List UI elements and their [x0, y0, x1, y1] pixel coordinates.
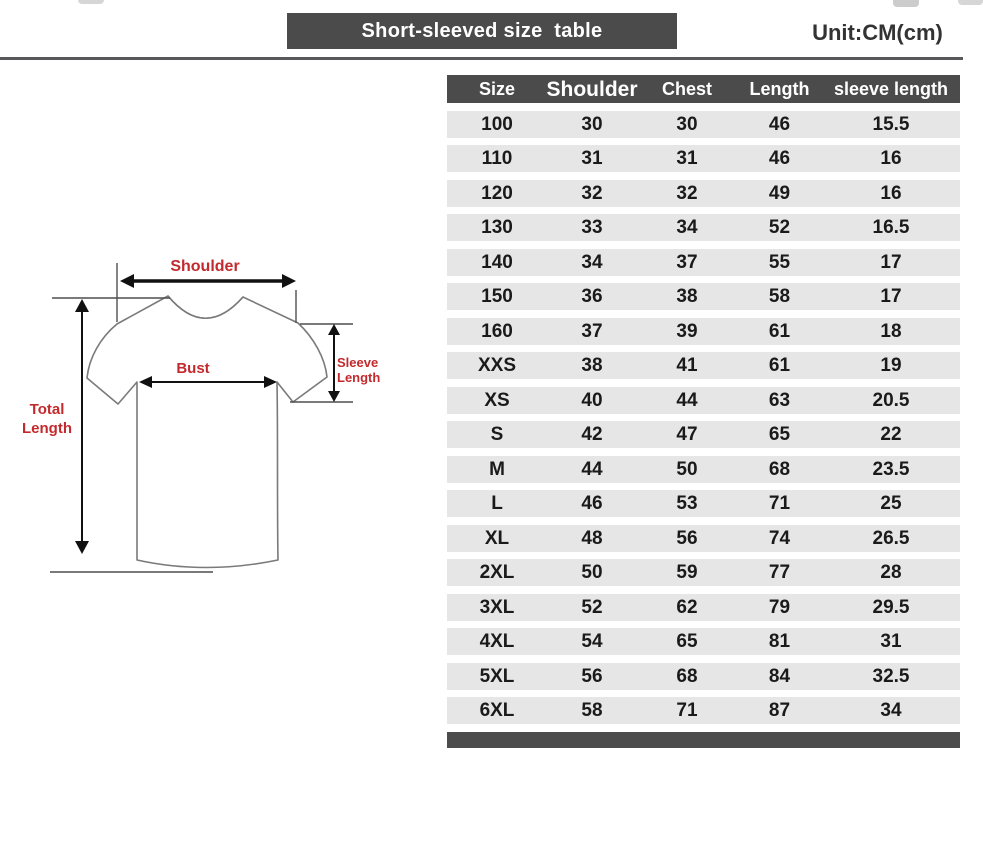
page-title: Short-sleeved size table — [361, 19, 603, 42]
size-cell: 2XL — [479, 562, 515, 583]
column-header-size: Size — [478, 79, 516, 99]
size-cell: 5XL — [479, 665, 515, 687]
cropped-artifact-middle-right — [893, 0, 919, 7]
value-cell: 71 — [768, 493, 791, 514]
value-cell: 23.5 — [872, 458, 910, 480]
table-row-size-xs — [447, 387, 960, 414]
value-cell: 53 — [676, 493, 698, 514]
value-cell: 17 — [880, 251, 902, 273]
size-table-body — [447, 111, 960, 725]
value-cell: 87 — [768, 700, 791, 721]
value-cell: 74 — [768, 527, 791, 549]
size-cell: 4XL — [479, 631, 515, 652]
column-header-shoulder: Shoulder — [546, 77, 638, 101]
value-cell: 68 — [768, 458, 791, 480]
shoulder-arrowhead-right — [282, 274, 296, 288]
value-cell: 56 — [676, 527, 698, 549]
value-cell: 37 — [581, 320, 603, 342]
value-cell: 31 — [880, 631, 902, 652]
value-cell: 59 — [676, 562, 698, 583]
value-cell: 37 — [676, 251, 698, 273]
table-row-size-160 — [447, 318, 960, 345]
column-header-chest: Chest — [661, 79, 712, 99]
table-row-size-120 — [447, 180, 960, 207]
tshirt-outline — [87, 296, 327, 568]
size-cell: 100 — [481, 113, 513, 135]
value-cell: 30 — [581, 113, 603, 135]
shoulder-arrowhead-left — [120, 274, 134, 288]
value-cell: 38 — [581, 355, 603, 376]
value-cell: 47 — [676, 424, 698, 445]
size-cell: 160 — [481, 320, 513, 342]
value-cell: 71 — [676, 700, 698, 721]
value-cell: 54 — [581, 631, 603, 652]
size-cell: XXS — [477, 355, 517, 376]
shoulder-label: Shoulder — [170, 258, 240, 275]
value-cell: 41 — [676, 355, 698, 376]
value-cell: 50 — [676, 458, 698, 480]
divider-rule — [0, 57, 963, 60]
value-cell: 63 — [768, 389, 791, 411]
sleeve-length-label-line2: Length — [337, 370, 381, 385]
value-cell: 48 — [581, 527, 603, 549]
bust-arrowhead-right — [264, 376, 277, 388]
value-cell: 16 — [880, 148, 902, 169]
size-cell: 130 — [481, 217, 513, 238]
value-cell: 46 — [581, 493, 603, 514]
value-cell: 68 — [676, 665, 698, 687]
value-cell: 42 — [581, 424, 603, 445]
value-cell: 34 — [581, 251, 603, 273]
value-cell: 15.5 — [872, 113, 910, 135]
value-cell: 44 — [581, 458, 603, 480]
table-row-size-l — [447, 490, 960, 517]
size-table — [447, 75, 960, 748]
value-cell: 46 — [768, 148, 791, 169]
value-cell: 61 — [768, 320, 791, 342]
value-cell: 55 — [768, 251, 791, 273]
title-banner — [287, 13, 677, 49]
table-row-size-130 — [447, 214, 960, 241]
value-cell: 38 — [676, 286, 698, 307]
tshirt-measurement-diagram — [15, 250, 405, 585]
value-cell: 50 — [581, 562, 603, 583]
value-cell: 44 — [676, 389, 698, 411]
value-cell: 19 — [880, 355, 902, 376]
table-row-size-6xl — [447, 697, 960, 724]
bust-arrowhead-left — [139, 376, 152, 388]
size-cell: 150 — [481, 286, 513, 307]
table-row-size-5xl — [447, 663, 960, 690]
value-cell: 25 — [880, 493, 902, 514]
value-cell: 56 — [581, 665, 603, 687]
table-row-size-140 — [447, 249, 960, 276]
value-cell: 34 — [676, 217, 698, 238]
size-cell: S — [490, 424, 504, 445]
value-cell: 49 — [768, 182, 791, 204]
value-cell: 22 — [880, 424, 902, 445]
value-cell: 32 — [676, 182, 698, 204]
value-cell: 29.5 — [872, 596, 910, 618]
value-cell: 32 — [581, 182, 603, 204]
value-cell: 26.5 — [872, 527, 910, 549]
value-cell: 79 — [768, 596, 791, 618]
value-cell: 65 — [676, 631, 698, 652]
value-cell: 31 — [581, 148, 603, 169]
table-row-size-4xl — [447, 628, 960, 655]
neck-curve — [168, 296, 243, 318]
cropped-artifact-right — [958, 0, 983, 5]
sleeve-length-label-line1: Sleeve — [337, 355, 379, 370]
size-cell: 110 — [481, 148, 513, 169]
table-row-size-100 — [447, 111, 960, 138]
value-cell: 18 — [880, 320, 902, 342]
value-cell: 33 — [581, 217, 603, 238]
size-table-header — [447, 75, 960, 103]
size-cell: M — [489, 458, 505, 480]
size-cell: 3XL — [479, 596, 515, 618]
table-row-size-m — [447, 456, 960, 483]
total-length-arrowhead-top — [75, 299, 89, 312]
size-table-footer-bar — [447, 732, 960, 748]
size-cell: L — [491, 493, 503, 514]
value-cell: 62 — [676, 596, 698, 618]
value-cell: 31 — [676, 148, 698, 169]
table-row-size-3xl — [447, 594, 960, 621]
value-cell: 52 — [581, 596, 603, 618]
column-header-sleeve-length: sleeve length — [833, 79, 949, 99]
value-cell: 16 — [880, 182, 902, 204]
value-cell: 30 — [676, 113, 698, 135]
table-row-size-xl — [447, 525, 960, 552]
total-length-arrowhead-bottom — [75, 541, 89, 554]
value-cell: 61 — [768, 355, 791, 376]
value-cell: 28 — [880, 562, 902, 583]
sleeve-arrowhead-top — [328, 324, 340, 335]
value-cell: 16.5 — [872, 217, 910, 238]
value-cell: 81 — [768, 631, 791, 652]
value-cell: 17 — [880, 286, 902, 307]
value-cell: 32.5 — [872, 665, 910, 687]
value-cell: 58 — [581, 700, 603, 721]
value-cell: 20.5 — [872, 389, 910, 411]
size-cell: 120 — [481, 182, 513, 204]
bust-label: Bust — [176, 360, 210, 377]
sleeve-arrowhead-bottom — [328, 391, 340, 402]
total-length-label-line2: Length — [22, 420, 72, 437]
value-cell: 58 — [768, 286, 791, 307]
table-row-size-2xl — [447, 559, 960, 586]
value-cell: 36 — [581, 286, 603, 307]
table-row-size-s — [447, 421, 960, 448]
unit-label: Unit:CM(cm) — [812, 20, 943, 45]
value-cell: 77 — [768, 562, 791, 583]
value-cell: 65 — [768, 424, 791, 445]
total-length-label-line1: Total — [29, 401, 65, 418]
table-row-size-150 — [447, 283, 960, 310]
value-cell: 46 — [768, 113, 791, 135]
table-row-size-xxs — [447, 352, 960, 379]
cropped-artifact-left — [78, 0, 104, 4]
size-cell: 6XL — [479, 700, 515, 721]
value-cell: 39 — [676, 320, 698, 342]
value-cell: 40 — [581, 389, 603, 411]
size-cell: XS — [484, 389, 510, 411]
tshirt-diagram-svg — [15, 250, 405, 585]
value-cell: 34 — [880, 700, 902, 721]
value-cell: 84 — [768, 665, 791, 687]
size-cell: XL — [484, 527, 510, 549]
table-row-size-110 — [447, 145, 960, 172]
size-cell: 140 — [481, 251, 513, 273]
column-header-length: Length — [749, 79, 810, 99]
value-cell: 52 — [768, 217, 791, 238]
